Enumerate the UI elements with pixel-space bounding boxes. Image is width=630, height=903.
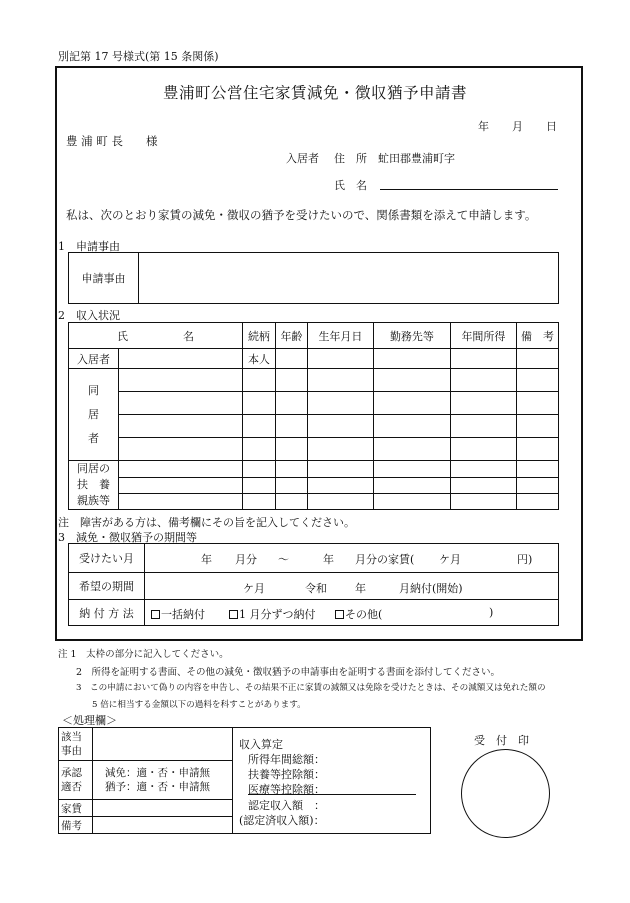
calc-title: 収入算定	[239, 738, 283, 751]
yachin-field[interactable]	[93, 800, 233, 817]
era-label: 令和	[305, 582, 327, 595]
form-reference: 別記第 17 号様式(第 15 条関係)	[58, 50, 219, 63]
other-label: その他(	[345, 608, 383, 621]
resident-relation: 本人	[242, 349, 275, 369]
cell[interactable]	[242, 369, 275, 392]
resident-name[interactable]	[119, 349, 243, 369]
date-day: 日	[546, 120, 557, 133]
cell[interactable]	[516, 438, 558, 461]
period-row-label: 納 付 方 法	[69, 600, 145, 626]
cell[interactable]	[307, 369, 373, 392]
cell[interactable]	[373, 494, 450, 510]
cell[interactable]	[373, 461, 450, 478]
cohabitant-char: 者	[88, 431, 99, 445]
note-3: 3 この申請において偽りの内容を申告し、その結果不正に家賃の減額又は免除を受けたときは、その減額又は免れた額の	[76, 683, 546, 693]
dependent-line: 親族等	[77, 494, 110, 507]
cell[interactable]	[307, 392, 373, 415]
cell[interactable]	[516, 369, 558, 392]
cell[interactable]	[516, 461, 558, 478]
addressee: 豊 浦 町 長 様	[66, 134, 158, 148]
cell[interactable]	[373, 415, 450, 438]
gaito-line: 事由	[61, 745, 82, 757]
cell[interactable]	[242, 478, 275, 494]
other-checkbox[interactable]	[335, 606, 382, 622]
cohabitant-label	[69, 369, 119, 461]
calc-rule	[248, 794, 416, 795]
shonin-label	[59, 761, 93, 800]
lump-sum-checkbox[interactable]	[151, 606, 205, 622]
gaito-field[interactable]	[93, 728, 233, 761]
cell[interactable]	[450, 461, 516, 478]
months-label: ケ月	[243, 582, 265, 595]
form-title: 豊浦町公営住宅家賃減免・徴収猶予申請書	[162, 84, 467, 102]
note-4: 5 倍に相当する金額以下の過料を科すことがあります。	[92, 700, 306, 710]
cell[interactable]	[119, 494, 243, 510]
period-table	[68, 543, 559, 626]
cohabitant-char: 居	[88, 407, 99, 421]
cell[interactable]	[242, 461, 275, 478]
cell[interactable]	[450, 392, 516, 415]
name-label: 氏 名	[334, 179, 367, 192]
reason-label: 申請事由	[69, 253, 139, 304]
cell[interactable]	[275, 438, 307, 461]
reason-field[interactable]	[139, 253, 559, 304]
other-close: )	[489, 606, 494, 619]
dependent-line: 同居の	[77, 462, 110, 475]
yachin-label: 家賃	[59, 800, 93, 817]
monthly-label: 1 月分ずつ納付	[239, 608, 316, 621]
biko-label: 備考	[59, 817, 93, 834]
tilde: ～	[278, 553, 289, 566]
dependent-line: 扶 養	[77, 478, 110, 491]
genmen-option: 減免：適・否・申請無	[105, 767, 210, 779]
year-label: 年	[201, 553, 212, 566]
calc-item: 扶養等控除額：	[248, 768, 325, 781]
month-from-label: 月分	[235, 553, 257, 566]
applicant-role: 入居者	[286, 152, 319, 165]
date-year: 年	[478, 120, 489, 133]
cell[interactable]	[516, 392, 558, 415]
shonin-line: 適否	[61, 781, 82, 793]
cell[interactable]	[307, 478, 373, 494]
cell[interactable]	[450, 415, 516, 438]
col-name: 氏 名	[69, 323, 243, 349]
approval-options[interactable]	[93, 761, 233, 800]
year-label: 年	[323, 553, 334, 566]
cell[interactable]	[373, 392, 450, 415]
gaito-line: 該当	[61, 731, 82, 743]
col-remarks: 備 考	[516, 323, 558, 349]
cell[interactable]	[307, 349, 373, 369]
monthly-checkbox[interactable]	[229, 606, 316, 622]
address-label: 住 所	[334, 152, 367, 165]
cell[interactable]	[307, 415, 373, 438]
cell[interactable]	[373, 349, 450, 369]
cell[interactable]	[516, 415, 558, 438]
resident-label: 入居者	[69, 349, 119, 369]
cell[interactable]	[119, 478, 243, 494]
yen-label: 円)	[517, 553, 533, 566]
income-table	[68, 322, 559, 510]
cell[interactable]	[119, 392, 243, 415]
cell[interactable]	[275, 369, 307, 392]
yuyo-option: 猶予：適・否・申請無	[105, 781, 210, 793]
cell[interactable]	[275, 461, 307, 478]
cell[interactable]	[450, 494, 516, 510]
month-to-label: 月分の家賃(	[355, 553, 415, 566]
cell[interactable]	[275, 349, 307, 369]
statement: 私は、次のとおり家賃の減免・徴収の猶予を受けたいので、関係書類を添えて申請します。	[66, 208, 537, 222]
section3-heading: 3 減免・徴収猶予の期間等	[58, 531, 197, 544]
cell[interactable]	[373, 369, 450, 392]
cell[interactable]	[516, 349, 558, 369]
cell[interactable]	[450, 438, 516, 461]
disability-note: 注 障害がある方は、備考欄にその旨を記入してください。	[58, 516, 355, 529]
cell[interactable]	[242, 415, 275, 438]
cell[interactable]	[119, 369, 243, 392]
cell[interactable]	[516, 494, 558, 510]
cell[interactable]	[275, 494, 307, 510]
calc-item: 認定収入額 ：	[248, 799, 325, 812]
section1-heading: 1 申請事由	[58, 240, 120, 253]
processing-heading: ＜処理欄＞	[62, 714, 117, 727]
cell[interactable]	[373, 438, 450, 461]
period-row-fields[interactable]	[145, 573, 559, 600]
cohabitant-char: 同	[88, 383, 99, 397]
cell[interactable]	[242, 392, 275, 415]
payment-options	[145, 600, 559, 626]
year-label: 年	[355, 582, 366, 595]
col-income: 年間所得	[450, 323, 516, 349]
cell[interactable]	[307, 438, 373, 461]
col-relation: 続柄	[242, 323, 275, 349]
cell[interactable]	[450, 349, 516, 369]
cell[interactable]	[450, 478, 516, 494]
period-row-label: 受けたい月	[69, 544, 145, 573]
dependent-label	[69, 461, 119, 510]
date-month: 月	[512, 120, 523, 133]
cell[interactable]	[373, 478, 450, 494]
calc-item: 医療等控除額：	[248, 783, 325, 796]
reason-table	[68, 252, 559, 304]
biko-field[interactable]	[93, 817, 233, 834]
calc-item: (認定済収入額)：	[239, 814, 325, 827]
period-row-fields[interactable]	[145, 544, 559, 573]
cell[interactable]	[275, 392, 307, 415]
cell[interactable]	[275, 415, 307, 438]
cell[interactable]	[275, 478, 307, 494]
gaito-label	[59, 728, 93, 761]
reception-stamp-circle	[461, 749, 550, 838]
col-age: 年齢	[275, 323, 307, 349]
address-value[interactable]: 虻田郡豊浦町字	[378, 152, 455, 165]
cell[interactable]	[119, 461, 243, 478]
cell[interactable]	[119, 415, 243, 438]
note-2: 2 所得を証明する書面、その他の減免・徴収猶予の申請事由を証明する書面を添付してください。	[76, 667, 501, 678]
col-birthdate: 生年月日	[307, 323, 373, 349]
cell[interactable]	[307, 494, 373, 510]
cell[interactable]	[242, 494, 275, 510]
period-row-label: 希望の期間	[69, 573, 145, 600]
cell[interactable]	[242, 438, 275, 461]
stamp-label: 受 付 印	[474, 734, 529, 747]
section2-heading: 2 収入状況	[58, 309, 120, 322]
shonin-line: 承認	[61, 767, 82, 779]
cell[interactable]	[516, 478, 558, 494]
cell[interactable]	[450, 369, 516, 392]
name-field[interactable]	[380, 189, 558, 190]
lump-sum-label: 一括納付	[161, 608, 205, 621]
start-label: 月納付(開始)	[399, 582, 463, 595]
note-1: 注 1 太枠の部分に記入してください。	[58, 649, 229, 660]
processing-table	[58, 727, 431, 834]
income-calc	[233, 728, 431, 834]
cell[interactable]	[119, 438, 243, 461]
calc-item: 所得年間総額：	[248, 753, 325, 766]
cell[interactable]	[307, 461, 373, 478]
col-workplace: 勤務先等	[373, 323, 450, 349]
months-label: ケ月	[439, 553, 461, 566]
